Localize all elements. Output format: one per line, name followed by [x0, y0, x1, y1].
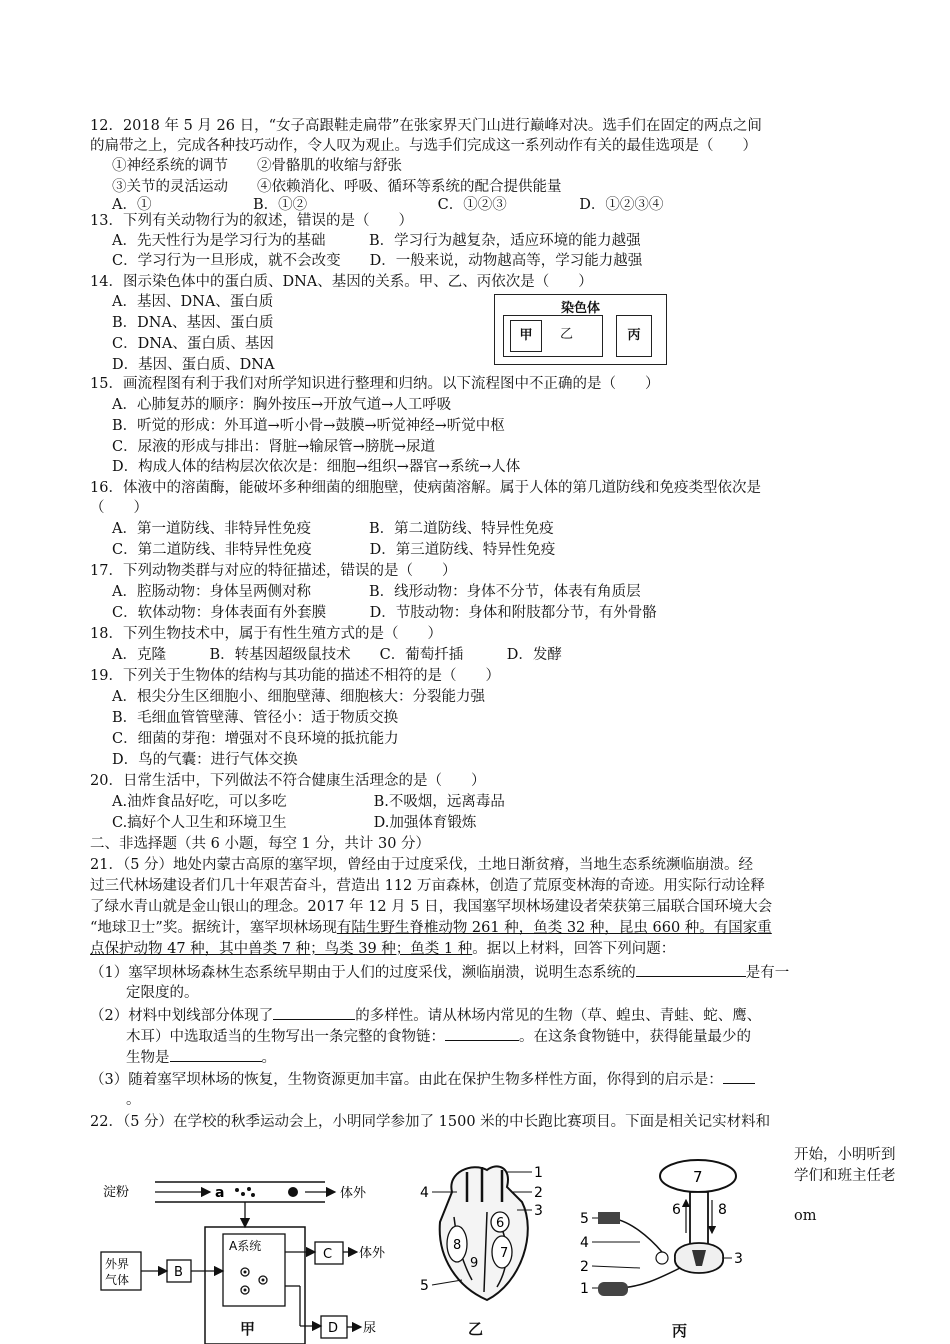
q15-choice-a: A．心肺复苏的顺序：胸外按压→开放气道→人工呼吸: [112, 397, 452, 413]
heart-label-6: 6: [496, 1216, 505, 1231]
q21-sub2-cont2: [126, 1047, 276, 1068]
reflex-label-2: 2: [580, 1259, 589, 1275]
q15-choice-c: C．尿液的形成与排出：肾脏→输尿管→膀胱→尿道: [112, 439, 436, 455]
q13-choices-ab: A．先天性行为是学习行为的基础 B．学习行为越复杂，适应环境的能力越强: [112, 233, 641, 249]
q19-choice-b: B．毛细血管管壁薄、管径小：适于物质交换: [112, 710, 399, 726]
q14-stem: 14．图示染色体中的蛋白质、DNA、基因的关系。甲、乙、丙依次是（ ）: [90, 274, 593, 290]
molecule-dot: [241, 1192, 245, 1196]
figure-yi-caption: 乙: [468, 1320, 484, 1338]
chromosome-label: 染色体: [560, 301, 600, 316]
q21-para-line5: [90, 939, 675, 959]
ganglion: [656, 1252, 668, 1264]
cell-icon: [262, 1279, 265, 1282]
q14-choice-d: D．基因、蛋白质、DNA: [112, 357, 275, 373]
figure-jia: [95, 1172, 425, 1344]
q19-choice-d: D．鸟的气囊：进行气体交换: [112, 752, 298, 768]
q21-sub2-text: 的多样性。请从林场内常见的生物（草、蝗虫、青蛙、蛇、鹰、: [355, 1008, 762, 1024]
q21-sub2-blank1[interactable]: [273, 1005, 355, 1020]
section-heading: 二、非选择题（共 6 小题，每空 1 分，共计 30 分）: [90, 836, 431, 852]
figure-bing-reflex: [580, 1158, 780, 1330]
q14-choice-c: C．DNA、蛋白质、基因: [112, 336, 274, 352]
q21-sub1-text: （1）塞罕坝林场森林生态系统早期由于人们的过度采伐，濒临崩溃，说明生态系统的: [90, 965, 636, 981]
receptor-5: [598, 1212, 620, 1224]
heart-label-7: 7: [500, 1246, 509, 1261]
q21-sub2-text: 生物是: [126, 1050, 170, 1066]
heart-label-9: 9: [470, 1256, 479, 1271]
q15-choice-b: B．听觉的形成：外耳道→听小骨→鼓膜→听觉神经→听觉中枢: [112, 418, 505, 434]
q21-sub3: [90, 1069, 755, 1090]
q13-stem: 13．下列有关动物行为的叙述，错误的是（ ）: [90, 213, 413, 229]
molecule-dot: [251, 1193, 255, 1197]
a-label: a: [215, 1185, 225, 1201]
q21-sub2: [90, 1005, 761, 1026]
q13-choices-cd: C．学习行为一旦形成，就不会改变 D．一般来说，动物越高等，学习能力越强: [112, 253, 643, 269]
q21-para-line1: 21．（5 分）地处内蒙古高原的塞罕坝，曾经由于过度采伐，土地日渐贫瘠，当地生态系统濒临崩溃。经: [90, 857, 754, 873]
molecule-dot: [247, 1187, 251, 1191]
q15-choice-d: D．构成人体的结构层次依次是：细胞→组织→器官→系统→人体: [112, 459, 521, 475]
reflex-label-3: 3: [734, 1251, 743, 1267]
outside-label: 体外: [359, 1246, 386, 1261]
q22-fragment: 学们和班主任老: [794, 1168, 896, 1184]
jia-box: 甲: [510, 320, 542, 352]
reflex-label-7: 7: [693, 1168, 703, 1186]
q21-sub1-cont: 定限度的。: [126, 985, 199, 1001]
q21-sub1: [90, 962, 789, 983]
heart-label-5: 5: [420, 1278, 429, 1294]
q14-choice-a: A．基因、DNA、蛋白质: [112, 294, 274, 310]
q21-para-line3: 了绿水青山就是金山银山的理念。2017 年 12 月 5 日，我国塞罕坝林场建设者荣获第三届联合国环境大会: [90, 899, 773, 915]
q21-para-line2: 过三代林场建设者们几十年艰苦奋斗，营造出 112 万亩森林，创造了荒原变林海的奇迹。用实际行动诠释: [90, 878, 765, 894]
q22-fragment: 开始，小明听到: [794, 1147, 896, 1163]
q14-choice-b: B．DNA、基因、蛋白质: [112, 315, 274, 331]
q18-stem: 18．下列生物技术中，属于有性生殖方式的是（ ）: [90, 626, 442, 642]
q16-stem-line1: 16．体液中的溶菌酶，能破坏多种细菌的细胞壁，使病菌溶解。属于人体的第几道防线和免疫类型依次是: [90, 480, 761, 496]
q18-choices: A．克隆 B．转基因超级鼠技术 C．葡萄扦插 D．发酵: [112, 647, 562, 663]
q21-sub2-text: 。在这条食物链中，获得能量最少的: [519, 1029, 751, 1045]
leader-line: [592, 1266, 640, 1268]
q21-sub2-cont: [126, 1026, 751, 1047]
q12-stem-line1: 12．2018 年 5 月 26 日，“女子高跟鞋走扁带”在张家界天门山进行巅峰对决。选手们在固定的两点之间: [90, 118, 762, 134]
heart-label-3: 3: [534, 1203, 543, 1219]
c-label: C: [323, 1247, 333, 1262]
q16-stem-line2: （ ）: [90, 500, 148, 516]
q21-sub2-blank3[interactable]: [170, 1047, 262, 1062]
outside-label: 体外: [340, 1186, 367, 1201]
figure-bing-caption: 丙: [672, 1322, 688, 1340]
q21-sub2-blank2[interactable]: [445, 1026, 519, 1041]
heart-label-2: 2: [534, 1185, 543, 1201]
yi-label: 乙: [560, 327, 574, 342]
q20-stem: 20．日常生活中，下列做法不符合健康生活理念的是（ ）: [90, 773, 486, 789]
cell-icon: [244, 1289, 247, 1292]
q19-choice-c: C．细菌的芽孢：增强对不良环境的抵抗能力: [112, 731, 399, 747]
q21-sub1-text: 是有一: [745, 965, 790, 981]
q12-stem-line2: 的扁带之上，完成各种技巧动作，令人叹为观止。与选手们完成这一系列动作有关的最佳选项是（ ）: [90, 138, 757, 154]
q22-fragment: om: [794, 1208, 817, 1224]
d-label: D: [328, 1321, 339, 1336]
q20-choices-ab: A.油炸食品好吃，可以多吃 B.不吸烟，远离毒品: [112, 794, 505, 810]
cell-icon: [244, 1271, 247, 1274]
reflex-label-4: 4: [580, 1235, 589, 1251]
residue-dot: [288, 1187, 298, 1197]
q21-sub2-text: （2）材料中划线部分体现了: [90, 1008, 274, 1024]
reflex-label-8: 8: [718, 1202, 727, 1218]
figure-jia-caption: 甲: [240, 1320, 256, 1338]
chromosome-diagram: [494, 294, 667, 365]
heart-label-8: 8: [453, 1238, 462, 1253]
q21-underlined-text: 有陆生野生脊椎动物 261 种，鱼类 32 种，昆虫 660 种。有国家重: [336, 920, 772, 936]
reflex-label-5: 5: [580, 1211, 589, 1227]
q17-choices-cd: C．软体动物：身体表面有外套膜 D．节肢动物：身体和附肢都分节，有外骨骼: [112, 605, 657, 621]
leader-line: [432, 1280, 462, 1285]
q16-choices-cd: C．第二道防线、非特异性免疫 D．第三道防线、特异性免疫: [112, 542, 556, 558]
q21-sub1-blank[interactable]: [636, 962, 746, 977]
q12-option-line1: ①神经系统的调节 ②骨骼肌的收缩与舒张: [112, 158, 402, 174]
q17-choices-ab: A．腔肠动物：身体呈两侧对称 B．线形动物：身体不分节，体表有角质层: [112, 584, 641, 600]
q15-stem: 15．画流程图有利于我们对所学知识进行整理和归纳。以下流程图中不正确的是（ ）: [90, 376, 660, 392]
urine-label: 尿: [363, 1321, 377, 1336]
q12-choices: A．① B．①② C．①②③ D．①②③④: [112, 197, 664, 213]
q21-underlined-text: 点保护动物 47 种，其中兽类 7 种；鸟类 39 种；鱼类 1 种: [90, 941, 473, 957]
figure-yi-heart: [412, 1162, 562, 1312]
q16-choices-ab: A．第一道防线、非特异性免疫 B．第二道防线、特异性免疫: [112, 521, 554, 537]
q19-choice-a: A．根尖分生区细胞小、细胞壁薄、细胞核大：分裂能力强: [112, 689, 485, 705]
dna-box: [503, 315, 603, 357]
a-system-label: A系统: [229, 1239, 262, 1253]
starch-label: 淀粉: [103, 1185, 130, 1200]
q21-text: “地球卫士”奖。据统计，塞罕坝林场现: [90, 920, 337, 936]
effector-1: [598, 1282, 628, 1296]
molecule-dot: [235, 1188, 239, 1192]
bing-box: 丙: [616, 315, 652, 357]
q21-sub2-text: 。: [261, 1050, 276, 1066]
q21-sub2-text: 木耳）中选取适当的生物写出一条完整的食物链：: [126, 1029, 445, 1045]
q21-sub3-blank[interactable]: [723, 1069, 755, 1084]
q21-text: 。据以上材料，回答下列问题：: [472, 941, 676, 957]
reflex-label-6: 6: [672, 1202, 681, 1218]
q19-stem: 19．下列关于生物体的结构与其功能的描述不相符的是（ ）: [90, 668, 500, 684]
reflex-label-1: 1: [580, 1281, 589, 1297]
heart-label-4: 4: [420, 1185, 429, 1201]
heart-label-1: 1: [534, 1165, 543, 1181]
air-label: 外界: [105, 1257, 130, 1271]
q21-para-line4: [90, 918, 772, 938]
q12-option-line2: ③关节的灵活运动 ④依赖消化、呼吸、循环等系统的配合提供能量: [112, 179, 562, 195]
b-label: B: [174, 1265, 183, 1280]
q20-choices-cd: C.搞好个人卫生和环境卫生 D.加强体育锻炼: [112, 815, 477, 831]
q22-para-line1: 22．（5 分）在学校的秋季运动会上，小明同学参加了 1500 米的中长跑比赛项目。下面是相关记实材料和: [90, 1114, 771, 1130]
air-label: 气体: [105, 1273, 130, 1287]
q17-stem: 17．下列动物类群与对应的特征描述，错误的是（ ）: [90, 563, 457, 579]
q21-sub3-text: （3）随着塞罕坝林场的恢复，生物资源更加丰富。由此在保护生物多样性方面，你得到的启示是：: [90, 1072, 723, 1088]
q21-sub3-cont: 。: [126, 1092, 141, 1108]
